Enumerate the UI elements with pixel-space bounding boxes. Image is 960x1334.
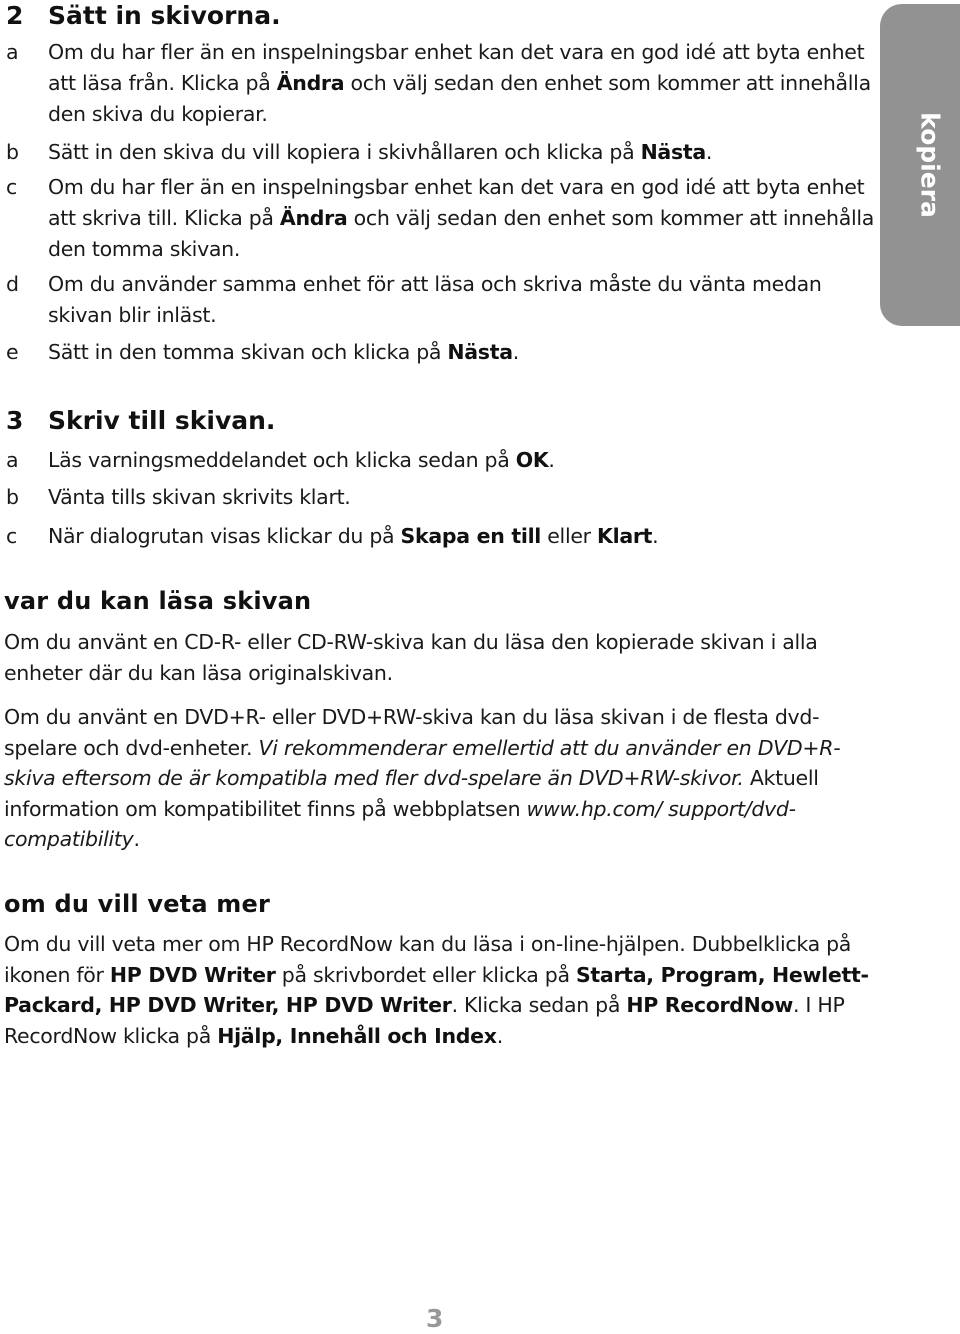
page-number: 3 bbox=[426, 1304, 444, 1333]
side-tab-label: kopiera bbox=[915, 112, 945, 218]
item-text: Sätt in den tomma skivan och klicka på Nästa. bbox=[48, 340, 519, 364]
item-letter: b bbox=[6, 485, 19, 509]
item-letter: a bbox=[6, 40, 19, 64]
item-text: När dialogrutan visas klickar du på Skapa en till eller Klart. bbox=[48, 524, 659, 548]
paragraph: Om du vill veta mer om HP RecordNow kan du läsa i on-line-hjälpen. Dubbelklicka på ikonen för HP DVD Writer på skrivbordet eller klicka på Starta, Program, Hewlett-Packard, HP DVD Writer, HP DVD Writer. Klicka sedan på HP RecordNow. I HP RecordNow klicka på Hjälp, Innehåll och Index. bbox=[4, 932, 869, 1048]
step-title: Sätt in skivorna. bbox=[48, 1, 281, 30]
item-text: Om du använder samma enhet för att läsa och skriva måste du vänta medan skivan blir inläst. bbox=[48, 272, 822, 327]
item-letter: b bbox=[6, 140, 19, 164]
item-text: Om du har fler än en inspelningsbar enhet kan det vara en god idé att byta enhet att skriva till. Klicka på Ändra och välj sedan den enhet som kommer att innehålla den tomma skivan. bbox=[48, 175, 875, 261]
item-letter: c bbox=[6, 524, 17, 548]
item-text: Sätt in den skiva du vill kopiera i skivhållaren och klicka på Nästa. bbox=[48, 140, 713, 164]
step-number: 2 bbox=[6, 1, 24, 30]
paragraph: Om du använt en DVD+R- eller DVD+RW-skiva kan du läsa skivan i de flesta dvd-spelare och dvd-enheter. Vi rekommenderar emellertid att du använder en DVD+R-skiva eftersom de är kompatibla med fler dvd-spelare än DVD+RW-skivor. Aktuell information om kompatibilitet finns på webbplatsen www.hp.com/ support/dvd-compatibility. bbox=[4, 705, 841, 851]
step-number: 3 bbox=[6, 406, 24, 435]
item-letter: e bbox=[6, 340, 19, 364]
item-letter: c bbox=[6, 175, 17, 199]
paragraph: Om du använt en CD-R- eller CD-RW-skiva kan du läsa den kopierade skivan i alla enheter där du kan läsa originalskivan. bbox=[4, 630, 818, 685]
step-title: Skriv till skivan. bbox=[48, 406, 276, 435]
item-text: Läs varningsmeddelandet och klicka sedan på OK. bbox=[48, 448, 555, 472]
item-letter: a bbox=[6, 448, 19, 472]
item-letter: d bbox=[6, 272, 19, 296]
section-heading: om du vill veta mer bbox=[4, 890, 271, 918]
website-link[interactable]: www.hp.com/ support/dvd-compatibility bbox=[4, 796, 796, 851]
item-text: Om du har fler än en inspelningsbar enhet kan det vara en god idé att byta enhet att läsa från. Klicka på Ändra och välj sedan den enhet som kommer att innehålla den skiva du kopierar. bbox=[48, 40, 871, 126]
item-text: Vänta tills skivan skrivits klart. bbox=[48, 485, 351, 509]
section-heading: var du kan läsa skivan bbox=[4, 587, 312, 615]
